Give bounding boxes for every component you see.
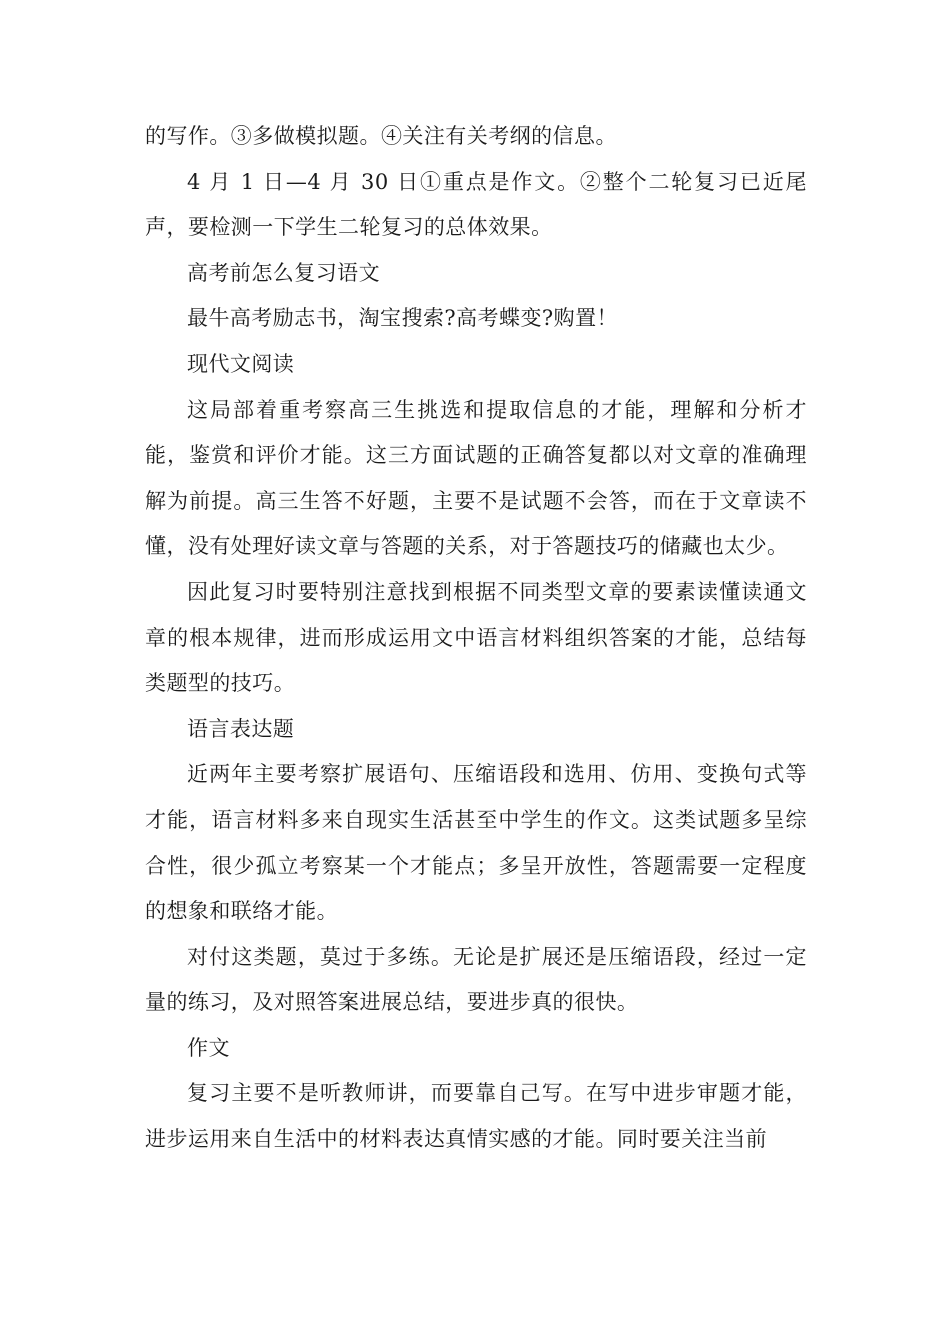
paragraph-language-expression-2: 对付这类题，莫过于多练。无论是扩展还是压缩语段，经过一定量的练习，及对照答案进展总结，要进步真的很快。 xyxy=(145,944,807,1015)
paragraph-language-expression-1: 近两年主要考察扩展语句、压缩语段和选用、仿用、变换句式等才能，语言材料多来自现实生活甚至中学生的作文。这类试题多呈综合性，很少孤立考察某一个才能点；多呈开放性，答题需要一定程度的想象和联络才能。 xyxy=(145,762,807,924)
paragraph-book-ad: 最牛高考励志书，淘宝搜索?高考蝶变?购置！ xyxy=(187,306,618,331)
section-heading-language-expression: 语言表达题 xyxy=(187,716,295,741)
section-heading-composition: 作文 xyxy=(187,1035,230,1060)
paragraph-modern-reading-1: 这局部着重考察高三生挑选和提取信息的才能，理解和分析才能，鉴赏和评价才能。这三方面试题的正确答复都以对文章的准确理解为前提。高三生答不好题，主要不是试题不会答，而在于文章读不懂，没有处理好读文章与答题的关系，对于答题技巧的储藏也太少。 xyxy=(145,397,807,559)
paragraph-continuation: 的写作。③多做模拟题。④关注有关考纲的信息。 xyxy=(145,124,617,148)
paragraph-schedule-april: 4 月 1 日—4 月 30 日①重点是作文。②整个二轮复习已近尾声，要检测一下学生二轮复习的总体效果。 xyxy=(145,169,807,240)
section-heading-how-to-review: 高考前怎么复习语文 xyxy=(187,260,381,285)
paragraph-composition-1: 复习主要不是听教师讲，而要靠自己写。在写中进步审题才能，进步运用来自生活中的材料表达真情实感的才能。同时要关注当前 xyxy=(145,1081,807,1152)
paragraph-modern-reading-2: 因此复习时要特别注意找到根据不同类型文章的要素读懂读通文章的根本规律，进而形成运用文中语言材料组织答案的才能，总结每类题型的技巧。 xyxy=(145,579,807,696)
section-heading-modern-reading: 现代文阅读 xyxy=(187,351,295,376)
document-body xyxy=(145,114,807,1163)
